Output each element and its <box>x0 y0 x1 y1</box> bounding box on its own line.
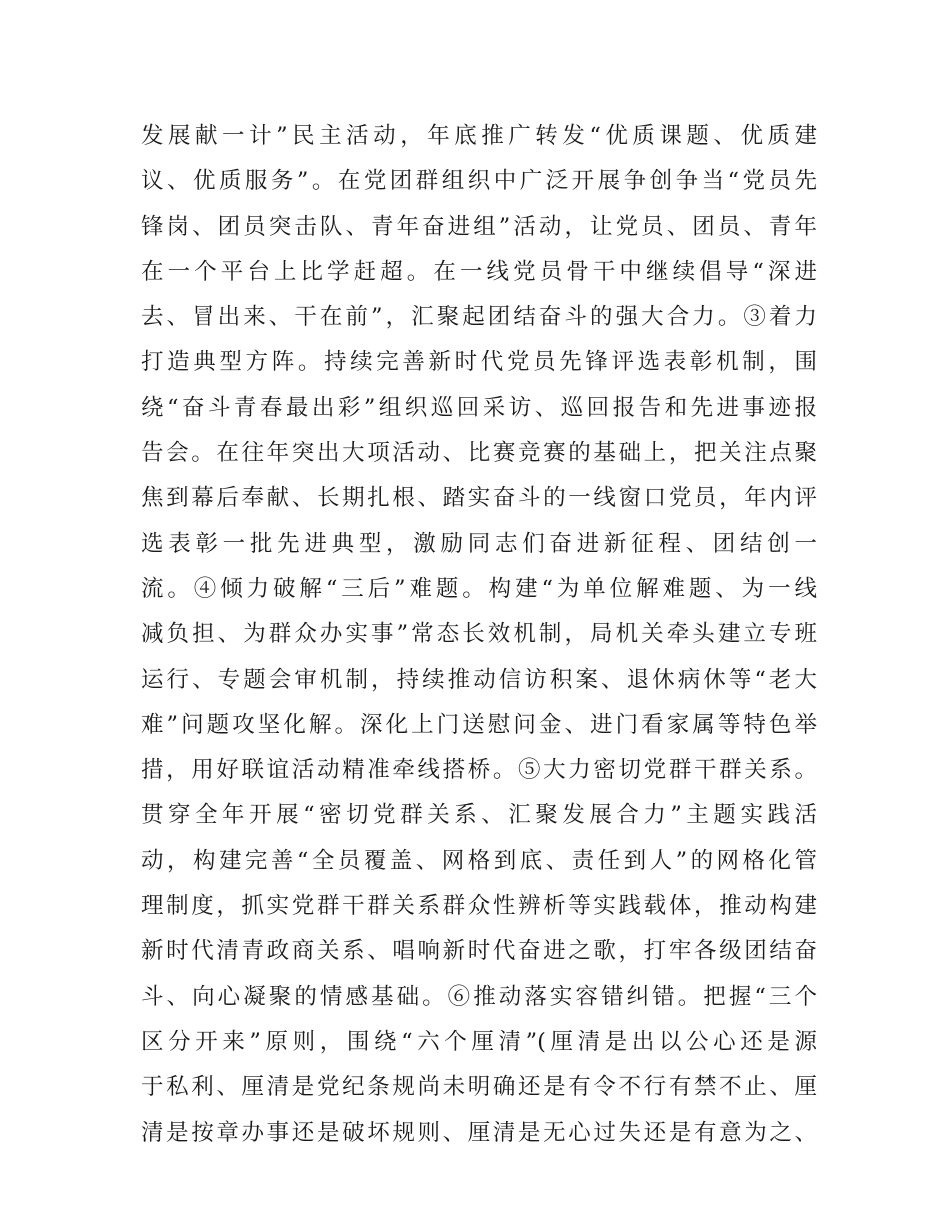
text-line: 运行、专题会审机制，持续推动信访积案、退休病休等“老大 <box>141 666 817 693</box>
text-line: 动，构建完善“全员覆盖、网格到底、责任到人”的网格化管 <box>141 847 817 874</box>
text-line: 告会。在往年突出大项活动、比赛竞赛的基础上，把关注点聚 <box>141 440 817 467</box>
text-line: 理制度，抓实党群干群关系群众性辨析等实践载体，推动构建 <box>141 893 817 920</box>
text-line: 新时代清青政商关系、唱响新时代奋进之歌，打牢各级团结奋 <box>141 938 817 965</box>
text-line: 发展献一计”民主活动，年底推广转发“优质课题、优质建 <box>141 123 817 149</box>
text-line: 减负担、为群众办实事”常态长效机制，局机关牵头建立专班 <box>141 621 817 648</box>
text-line: 在一个平台上比学赶超。在一线党员骨干中继续倡导“深进 <box>141 258 817 285</box>
text-line: 区分开来”原则，围绕“六个厘清”(厘清是出以公心还是源 <box>141 1028 817 1055</box>
text-line: 打造典型方阵。持续完善新时代党员先锋评选表彰机制，围 <box>141 349 817 376</box>
text-line: 清是按章办事还是破坏规则、厘清是无心过失还是有意为之、 <box>141 1119 817 1146</box>
text-line: 难”问题攻坚化解。深化上门送慰问金、进门看家属等特色举 <box>141 711 817 738</box>
text-line: 去、冒出来、干在前”，汇聚起团结奋斗的强大合力。③着力 <box>141 304 817 331</box>
text-line: 锋岗、团员突击队、青年奋进组”活动，让党员、团员、青年 <box>141 213 817 240</box>
text-line: 议、优质服务”。在党团群组织中广泛开展争创争当“党员先 <box>141 168 817 195</box>
text-line: 选表彰一批先进典型，激励同志们奋进新征程、团结创一 <box>141 530 817 557</box>
text-line: 贯穿全年开展“密切党群关系、汇聚发展合力”主题实践活 <box>141 802 817 829</box>
text-line: 绕“奋斗青春最出彩”组织巡回采访、巡回报告和先进事迹报 <box>141 394 817 421</box>
text-line: 于私利、厘清是党纪条规尚未明确还是有令不行有禁不止、厘 <box>141 1074 817 1101</box>
text-line: 流。④倾力破解“三后”难题。构建“为单位解难题、为一线 <box>141 575 817 602</box>
text-line: 措，用好联谊活动精准牵线搭桥。⑤大力密切党群干群关系。 <box>141 757 817 784</box>
text-line: 斗、向心凝聚的情感基础。⑥推动落实容错纠错。把握“三个 <box>141 983 817 1010</box>
body-paragraph <box>141 114 817 1156</box>
text-line: 焦到幕后奉献、长期扎根、踏实奋斗的一线窗口党员，年内评 <box>141 485 817 512</box>
